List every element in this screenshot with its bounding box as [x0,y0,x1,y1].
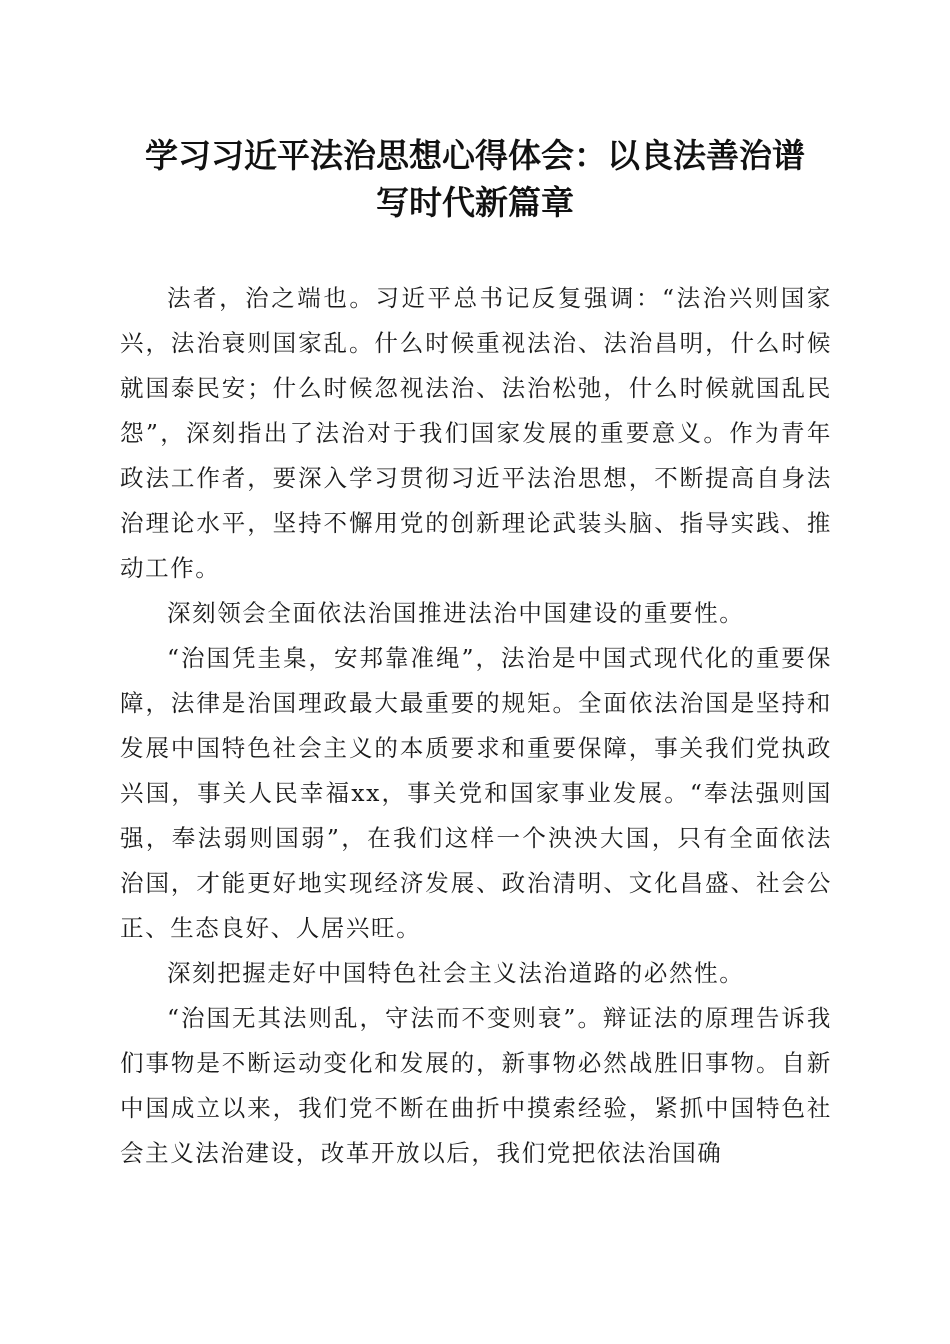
document-title-line-2: 写时代新篇章 [376,183,574,222]
section-heading-necessity: 深刻把握走好中国特色社会主义法治道路的必然性。 [167,959,745,987]
document-title-line-1: 学习习近平法治思想心得体会：以良法善治谱 [145,136,805,175]
paragraph-intro: 法者，治之端也。习近平总书记反复强调：“法治兴则国家兴，法治衰则国家乱。什么时候重视法治、法治昌明，什么时候就国泰民安；什么时候忽视法治、法治松弛，什么时候就国乱民怨”，深刻指出了法治对于我们国家发展的重要意义。作为青年政法工作者，要深入学习贯彻习近平法治思想，不断提高自身法治理论水平，坚持不懈用党的创新理论武装头脑、指导实践、推动工作。 [120,284,832,582]
paragraph-importance: “治国凭圭臬，安邦靠准绳”，法治是中国式现代化的重要保障，法律是治国理政最大最重要的规矩。全面依法治国是坚持和发展中国特色社会主义的本质要求和重要保障，事关我们党执政兴国，事关人民幸福xx，事关党和国家事业发展。“奉法强则国强，奉法弱则国弱”，在我们这样一个泱泱大国，只有全面依法治国，才能更好地实现经济发展、政治清明、文化昌盛、社会公正、生态良好、人居兴旺。 [120,644,832,942]
paragraph-necessity: “治国无其法则乱，守法而不变则衰”。辩证法的原理告诉我们事物是不断运动变化和发展的，新事物必然战胜旧事物。自新中国成立以来，我们党不断在曲折中摸索经验，紧抓中国特色社会主义法治建设，改革开放以后，我们党把依法治国确 [120,1004,832,1167]
document-body [120,276,832,1176]
section-heading-importance: 深刻领会全面依法治国推进法治中国建设的重要性。 [167,599,745,627]
document-title [100,132,850,226]
